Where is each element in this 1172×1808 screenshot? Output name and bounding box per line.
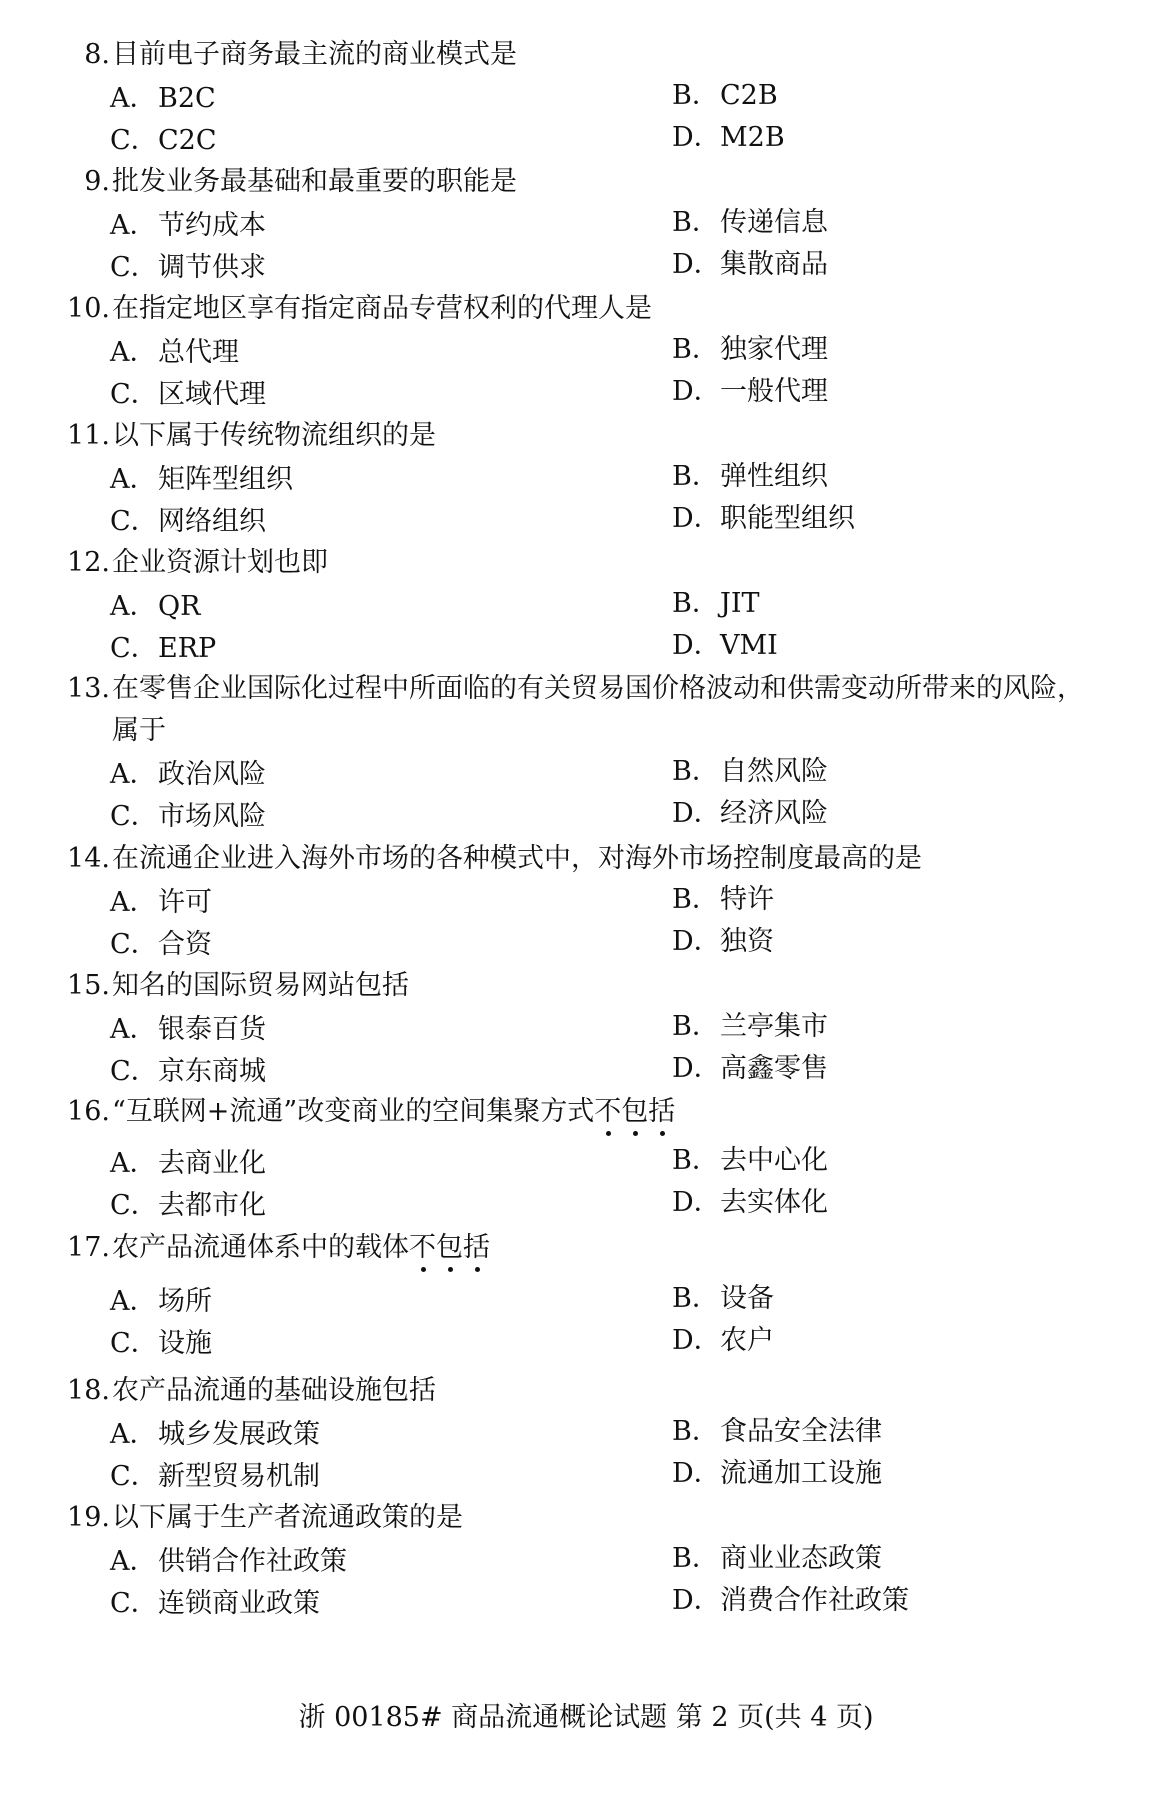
question-stem (0, 1227, 1172, 1269)
option-row (0, 1007, 1172, 1049)
option-letter: B． (672, 461, 719, 492)
option-text: 一般代理 (720, 376, 828, 407)
option-text: 特许 (720, 884, 774, 915)
option-text: 商业业态政策 (720, 1543, 882, 1574)
option-text: 独资 (720, 926, 774, 957)
question-text-continued: 属于 (112, 715, 166, 746)
option-text: C2C (158, 125, 217, 156)
question-text (112, 161, 517, 203)
question-number: 8. (84, 39, 110, 70)
option-text: 新型贸易机制 (158, 1461, 320, 1492)
option-letter: B． (672, 756, 719, 787)
answer-option (110, 1414, 320, 1456)
option-text: 传递信息 (720, 207, 828, 238)
question-text-main: 农产品流通体系中的载体 (112, 1232, 409, 1263)
question-stem (0, 161, 1172, 203)
option-letter: A． (110, 887, 157, 918)
option-text: VMI (720, 630, 778, 661)
option-letter: D． (672, 1187, 721, 1218)
answer-option (110, 332, 239, 374)
option-text: 连锁商业政策 (158, 1588, 320, 1619)
option-letter: B． (672, 334, 719, 365)
emphasis-dot (660, 1131, 665, 1136)
emphasized-text (594, 1096, 675, 1127)
answer-option (110, 628, 216, 670)
question-number: 11. (67, 420, 110, 451)
option-row (0, 1321, 1172, 1363)
option-text: 经济风险 (720, 798, 828, 829)
question-stem (0, 415, 1172, 457)
question-text (112, 1091, 675, 1133)
option-row (0, 499, 1172, 541)
option-row (0, 118, 1172, 160)
option-letter: D． (672, 630, 721, 661)
option-text: 节约成本 (158, 210, 266, 241)
emphasis-dot (633, 1131, 638, 1136)
option-text: 网络组织 (158, 506, 266, 537)
option-text: 设备 (720, 1283, 774, 1314)
answer-option (672, 879, 774, 921)
question-item (0, 1091, 1172, 1225)
option-letter: D． (672, 926, 721, 957)
answer-option (110, 924, 212, 966)
question-item (0, 542, 1172, 668)
option-row (0, 626, 1172, 668)
answer-option (110, 1583, 320, 1625)
option-row (0, 330, 1172, 372)
option-row (0, 1183, 1172, 1225)
option-text: 流通加工设施 (720, 1458, 882, 1489)
answer-option (110, 1541, 347, 1583)
option-letter: A． (110, 1546, 157, 1577)
question-number: 16. (67, 1096, 110, 1127)
option-letter: B． (672, 1145, 719, 1176)
question-text-main: 企业资源计划也即 (112, 547, 328, 578)
answer-option (672, 1453, 882, 1495)
option-text: 设施 (158, 1328, 212, 1359)
answer-option (672, 371, 828, 413)
option-text: QR (158, 591, 201, 622)
option-text: 独家代理 (720, 334, 828, 365)
option-text: 去中心化 (720, 1145, 828, 1176)
question-item (0, 415, 1172, 541)
question-stem (0, 34, 1172, 76)
option-letter: A． (110, 337, 157, 368)
question-stem (0, 1091, 1172, 1133)
option-text: M2B (720, 122, 785, 153)
option-text: 集散商品 (720, 249, 828, 280)
option-letter: C． (110, 801, 158, 832)
option-letter: C． (110, 252, 158, 283)
option-row (0, 457, 1172, 499)
option-letter: C． (110, 1461, 158, 1492)
option-row (0, 1454, 1172, 1496)
answer-option (110, 1185, 266, 1227)
option-text: 场所 (158, 1286, 212, 1317)
question-text (112, 34, 517, 76)
option-row (0, 1539, 1172, 1581)
answer-option (110, 501, 266, 543)
option-letter: B． (672, 588, 719, 619)
question-text-main: “互联网+流通”改变商业的空间集聚方式 (112, 1096, 595, 1127)
option-text: 供销合作社政策 (158, 1546, 347, 1577)
answer-option (672, 498, 855, 540)
answer-option (110, 1009, 266, 1051)
option-row (0, 1049, 1172, 1091)
question-stem (0, 838, 1172, 880)
question-item (0, 965, 1172, 1091)
answer-option (672, 456, 828, 498)
answer-option (672, 1182, 828, 1224)
option-row (0, 584, 1172, 626)
answer-option (110, 247, 266, 289)
emphasized-char: 不 (594, 1096, 621, 1127)
option-letter: B． (672, 80, 719, 111)
emphasis-dot (475, 1267, 480, 1272)
option-letter: C． (110, 1056, 158, 1087)
question-text (112, 668, 1084, 710)
option-row (0, 752, 1172, 794)
question-number: 17. (67, 1232, 110, 1263)
option-text: 区域代理 (158, 379, 266, 410)
question-item (0, 288, 1172, 414)
option-row (0, 922, 1172, 964)
option-letter: D． (672, 1325, 721, 1356)
answer-option (110, 586, 200, 628)
option-letter: B． (672, 1543, 719, 1574)
answer-option (110, 205, 266, 247)
option-letter: A． (110, 83, 157, 114)
option-row (0, 203, 1172, 245)
option-text: 城乡发展政策 (158, 1419, 320, 1450)
answer-option (110, 1456, 320, 1498)
question-text (112, 838, 922, 880)
option-letter: B． (672, 1416, 719, 1447)
option-letter: A． (110, 210, 157, 241)
option-text: 许可 (158, 887, 212, 918)
emphasized-char: 包 (621, 1096, 648, 1127)
answer-option (672, 1278, 774, 1320)
emphasis-dot (421, 1267, 426, 1272)
answer-option (672, 202, 828, 244)
option-text: 去都市化 (158, 1190, 266, 1221)
question-stem (0, 668, 1172, 752)
option-row (0, 372, 1172, 414)
option-row (0, 76, 1172, 118)
option-letter: D． (672, 1585, 721, 1616)
option-text: 矩阵型组织 (158, 464, 293, 495)
question-text-main: 以下属于生产者流通政策的是 (112, 1502, 463, 1533)
option-row (0, 1141, 1172, 1183)
emphasis-dot (448, 1267, 453, 1272)
answer-option (672, 329, 828, 371)
answer-option (110, 120, 217, 162)
answer-option (672, 793, 828, 835)
option-letter: A． (110, 464, 157, 495)
answer-option (672, 583, 760, 625)
option-text: 京东商城 (158, 1056, 266, 1087)
question-text-main: 知名的国际贸易网站包括 (112, 970, 409, 1001)
option-letter: D． (672, 798, 721, 829)
question-text-main: 目前电子商务最主流的商业模式是 (112, 39, 517, 70)
option-text: JIT (720, 588, 760, 619)
question-number: 15. (67, 970, 110, 1001)
option-row (0, 880, 1172, 922)
option-text: 兰亭集市 (720, 1011, 828, 1042)
answer-option (672, 75, 778, 117)
answer-option (672, 1411, 882, 1453)
option-row (0, 1412, 1172, 1454)
question-text-main: 在零售企业国际化过程中所面临的有关贸易国价格波动和供需变动所带来的风险， (112, 673, 1084, 704)
question-text-main: 批发业务最基础和最重要的职能是 (112, 166, 517, 197)
question-item (0, 161, 1172, 287)
option-letter: D． (672, 503, 721, 534)
question-item (0, 1370, 1172, 1496)
option-text: 弹性组织 (720, 461, 828, 492)
question-text (112, 1370, 436, 1412)
option-text: 总代理 (158, 337, 239, 368)
answer-option (672, 625, 778, 667)
option-letter: C． (110, 506, 158, 537)
question-text (112, 1227, 490, 1269)
answer-option (110, 1323, 212, 1365)
answer-option (672, 117, 785, 159)
question-text (112, 965, 409, 1007)
option-letter: A． (110, 759, 157, 790)
question-text (112, 288, 652, 330)
question-item (0, 838, 1172, 964)
option-letter: A． (110, 591, 157, 622)
option-text: 消费合作社政策 (720, 1585, 909, 1616)
answer-option (110, 1051, 266, 1093)
option-letter: D． (672, 249, 721, 280)
answer-option (672, 921, 774, 963)
option-row (0, 1279, 1172, 1321)
option-letter: D． (672, 122, 721, 153)
page-footer: 浙 00185# 商品流通概论试题 第 2 页(共 4 页) (298, 1702, 874, 1733)
option-text: 农户 (720, 1325, 774, 1356)
question-text (112, 415, 436, 457)
option-letter: A． (110, 1419, 157, 1450)
option-text: 调节供求 (158, 252, 266, 283)
answer-option (672, 1580, 909, 1622)
option-letter: C． (110, 379, 158, 410)
option-letter: D． (672, 1458, 721, 1489)
option-text: 银泰百货 (158, 1014, 266, 1045)
option-text: 自然风险 (720, 756, 828, 787)
answer-option (672, 1006, 828, 1048)
option-text: 高鑫零售 (720, 1053, 828, 1084)
answer-option (672, 751, 828, 793)
option-letter: A． (110, 1014, 157, 1045)
emphasized-char: 包 (436, 1232, 463, 1263)
option-letter: C． (110, 1190, 158, 1221)
option-letter: A． (110, 1286, 157, 1317)
option-text: 市场风险 (158, 801, 266, 832)
option-row (0, 1581, 1172, 1623)
question-number: 18. (67, 1375, 110, 1406)
option-letter: D． (672, 1053, 721, 1084)
answer-option (672, 244, 828, 286)
option-letter: B． (672, 884, 719, 915)
question-number: 12. (67, 547, 110, 578)
answer-option (672, 1320, 774, 1362)
emphasized-char: 不 (409, 1232, 436, 1263)
option-text: 职能型组织 (720, 503, 855, 534)
option-letter: C． (110, 633, 158, 664)
option-text: ERP (158, 633, 217, 664)
emphasized-char: 括 (648, 1096, 675, 1127)
question-stem (0, 1497, 1172, 1539)
answer-option (110, 882, 212, 924)
option-row (0, 794, 1172, 836)
answer-option (110, 796, 266, 838)
answer-option (672, 1538, 882, 1580)
option-letter: C． (110, 125, 158, 156)
answer-option (110, 1143, 266, 1185)
option-letter: C． (110, 1588, 158, 1619)
option-row (0, 245, 1172, 287)
question-stem (0, 1370, 1172, 1412)
question-text-main: 在指定地区享有指定商品专营权利的代理人是 (112, 293, 652, 324)
answer-option (110, 1281, 212, 1323)
answer-option (672, 1140, 828, 1182)
option-letter: C． (110, 929, 158, 960)
question-text-main: 以下属于传统物流组织的是 (112, 420, 436, 451)
emphasized-text (409, 1232, 490, 1263)
option-text: B2C (158, 83, 216, 114)
answer-option (110, 754, 266, 796)
option-letter: B． (672, 1011, 719, 1042)
question-text-main: 在流通企业进入海外市场的各种模式中，对海外市场控制度最高的是 (112, 843, 922, 874)
answer-option (672, 1048, 828, 1090)
question-stem (0, 288, 1172, 330)
emphasized-char: 括 (463, 1232, 490, 1263)
option-letter: B． (672, 207, 719, 238)
answer-option (110, 78, 216, 120)
answer-option (110, 459, 293, 501)
question-item (0, 668, 1172, 836)
question-item (0, 34, 1172, 160)
question-text (112, 542, 328, 584)
question-number: 13. (67, 673, 110, 704)
option-text: 合资 (158, 929, 212, 960)
question-stem (0, 542, 1172, 584)
option-letter: C． (110, 1328, 158, 1359)
option-text: 政治风险 (158, 759, 266, 790)
option-letter: D． (672, 376, 721, 407)
question-item (0, 1227, 1172, 1363)
option-text: 食品安全法律 (720, 1416, 882, 1447)
question-number: 10. (67, 293, 110, 324)
question-text-main: 农产品流通的基础设施包括 (112, 1375, 436, 1406)
question-item (0, 1497, 1172, 1623)
question-number: 19. (67, 1502, 110, 1533)
option-text: 去实体化 (720, 1187, 828, 1218)
emphasis-dot (606, 1131, 611, 1136)
question-number: 9. (84, 166, 110, 197)
question-text (112, 1497, 463, 1539)
answer-option (110, 374, 266, 416)
option-letter: A． (110, 1148, 157, 1179)
option-letter: B． (672, 1283, 719, 1314)
question-number: 14. (67, 843, 110, 874)
option-text: C2B (720, 80, 778, 111)
option-text: 去商业化 (158, 1148, 266, 1179)
question-stem (0, 965, 1172, 1007)
